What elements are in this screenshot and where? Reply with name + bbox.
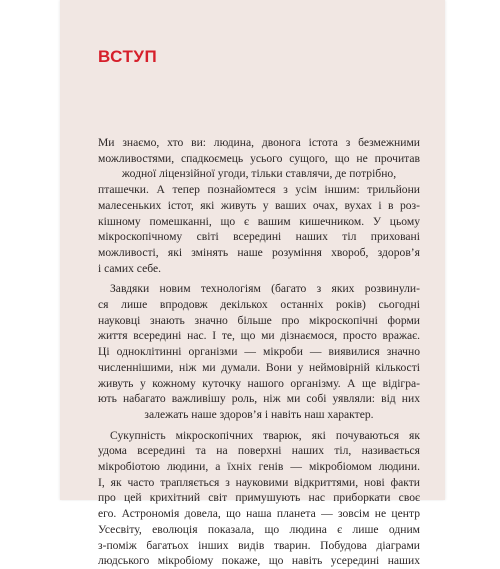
text-line: Ці одноклітинні організми — мікроби — виявилися значно — [98, 345, 420, 359]
text-line: науковці знають значно більше про мікроскопічні форми — [98, 313, 420, 327]
text-line: про цей крихітний світ примушують нас приборкати своє — [98, 491, 420, 505]
text-line: малесеньких істот, які живуть у ваших очах, вухах і в роз- — [98, 198, 420, 212]
text-line: залежать наше здоров’я і навіть наш характер. — [144, 407, 374, 421]
paragraph-3 — [98, 428, 420, 569]
text-line: численнішими, ніж ми думали. Вони у неймовірній кількості — [98, 360, 420, 374]
text-line: і самих себе. — [98, 261, 162, 275]
chapter-body — [98, 135, 420, 569]
text-line: Ми знаємо, хто ви: людина, двонога істота з безмежними — [98, 136, 420, 149]
paragraph-1 — [98, 135, 420, 276]
text-line: з-поміж багатьох інших видів тварин. Побудова діаграми — [98, 538, 420, 552]
book-page — [60, 0, 445, 568]
text-line: І, як часто трапляється з науковими відкриттями, нові факти — [98, 475, 420, 489]
text-line: можливостями, спадкоємець усього сущого, що не прочитав — [98, 151, 420, 165]
text-line: життя всередині нас. І те, що ми дізнаємося, просто вражає. — [98, 329, 420, 343]
text-line: его. Астрономія довела, що наша планета — зовсім не центр — [98, 507, 420, 521]
text-line: пташечки. А тепер познайомтеся з усім іншим: трильйони — [98, 183, 420, 197]
text-line: жодної ліцензійної угоди, тільки ставлячи, де потрібно, — [121, 167, 397, 181]
text-line: Завдяки новим технологіям (багато з яких розвинули- — [110, 282, 420, 296]
text-line: кішному помешканні, що є вашим кишечником. У цьому — [98, 214, 420, 228]
paragraph-2 — [98, 281, 420, 422]
text-line: Сукупність мікроскопічних тварюк, які почуваються як — [110, 428, 420, 442]
text-line: удома всередині та на поверхні наших тіл, називається — [98, 444, 420, 458]
text-line: мікроскопічному світі всередині наших тіл приховані — [98, 230, 420, 244]
text-line: мікробіотою людини, а їхніх генів — мікробіомом людини. — [98, 460, 420, 474]
text-line: ють набагато важливішу роль, ніж ми собі уявляли: від них — [98, 392, 420, 406]
text-line: можливості, які змінять наше розуміння хвороб, здоров’я — [98, 245, 420, 259]
text-line: людського мікробіому покаже, що навіть усередині наших — [98, 554, 420, 568]
text-line: ся лише впродовж декількох останніх років) сьогодні — [98, 298, 420, 312]
text-line: живуть у кожному куточку нашого організму. А ще відігра- — [98, 376, 420, 390]
chapter-heading: ВСТУП — [98, 47, 158, 66]
text-line: Усесвіту, еволюція показала, що людина є лише одним — [98, 522, 420, 536]
